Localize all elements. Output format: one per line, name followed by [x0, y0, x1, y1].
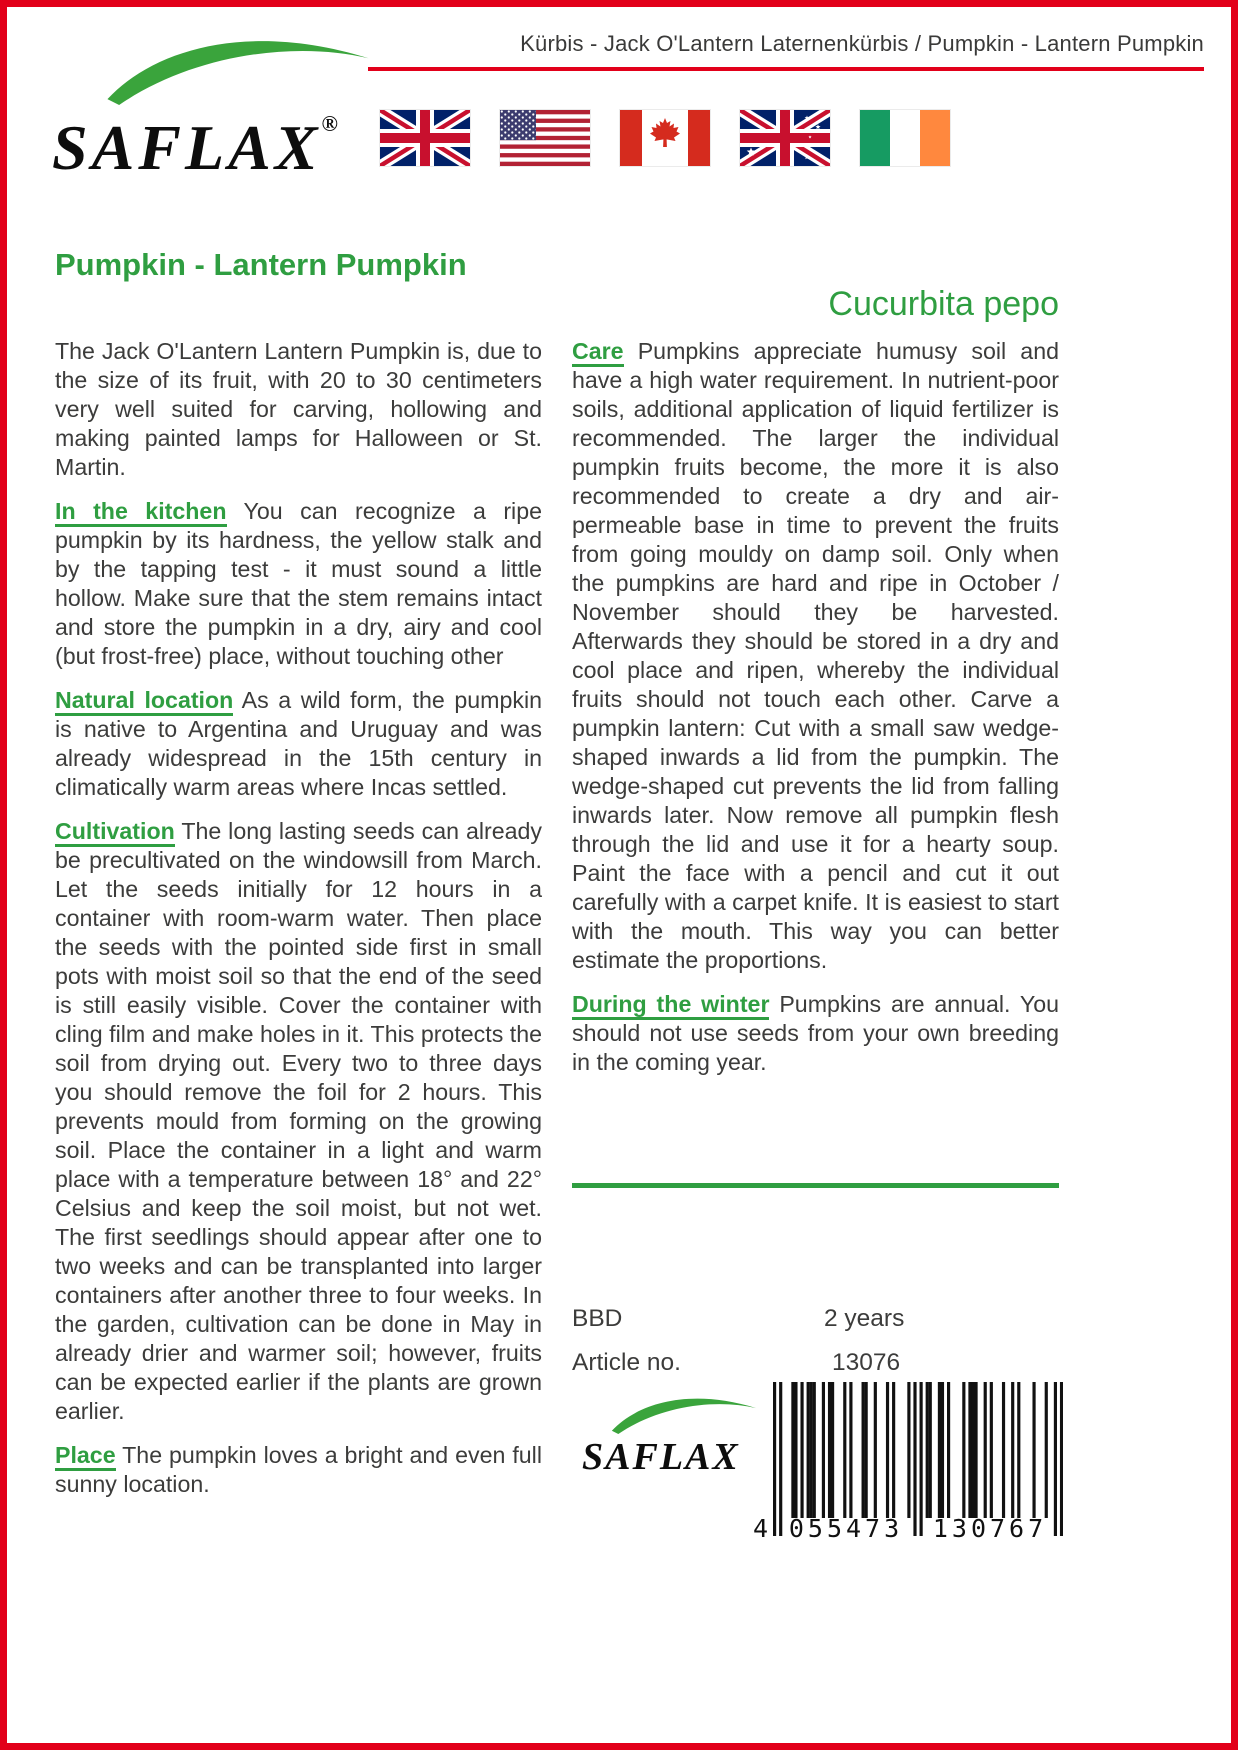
- flag-ireland-icon: [860, 110, 950, 166]
- flag-australia-icon: [740, 110, 830, 166]
- section-heading: Cultivation: [55, 818, 175, 847]
- section-text: You can recognize a ripe pumpkin by its hardness, the yellow stalk and by the tapping test - it must sound a little hollow. Make sure that the stem remains intact and store the pumpkin in a dry, airy and cool (but frost-free) place, without touching other: [55, 498, 543, 669]
- botanical-name: Cucurbita pepo: [828, 285, 1059, 323]
- brand-name: SAFLAX: [582, 1436, 740, 1478]
- bbd-value: 2 years: [824, 1305, 905, 1332]
- section-text: The pumpkin loves a bright and even full sunny location.: [55, 1442, 542, 1497]
- saflax-logo-small: [582, 1392, 767, 1476]
- barcode-digits-right: 130767: [932, 1514, 1048, 1543]
- section-text: The long lasting seeds can already be precultivated on the windowsill from March. Let the seeds initially for 12 hours in a container with room-warm water. Then place the seeds with the pointed side first in small pots with moist soil so that the end of the seed is still easily visible. Cover the container with cling film and make holes in it. This protects the soil from drying out. Every two to three days you should remove the foil for 2 hours. This prevents mould from forming on the growing soil. Place the container in a light and warm place with a temperature between 18° and 22° Celsius and keep the soil moist, but not wet. The first seedlings should appear after one to two weeks and can be transplanted into larger containers after another three to four weeks. In the garden, cultivation can be done in May in already drier and warmer soil; however, fruits can be expected earlier if the plants are grown earlier.: [55, 818, 542, 1424]
- section-heading: Care: [572, 338, 624, 367]
- registered-mark: ®: [321, 111, 338, 136]
- bbd-label: BBD: [572, 1305, 623, 1332]
- header-title: Kürbis - Jack O'Lantern Laternenkürbis / Pumpkin - Lantern Pumpkin: [520, 31, 1204, 56]
- barcode-digits-left: 055473: [788, 1514, 904, 1543]
- saflax-logo: [52, 29, 382, 183]
- section-heading: Place: [55, 1442, 116, 1471]
- section-text: Pumpkins appreciate humusy soil and have a high water requirement. In nutrient-poor soils, additional application of liquid fertilizer is recommended. The larger the individual pumpkin fruits become, the more it is also recommended to create a dry and air-permeable base in time to prevent the fruits from going mouldy on damp soil. Only when the pumpkins are hard and ripe in October / November should they be harvested. Afterwards they should be stored in a dry and cool place and ripen, whereby the individual fruits should not touch each other. Carve a pumpkin lantern: Cut with a small saw wedge-shaped inwards a lid from the pumpkin. The wedge-shaped cut prevents the lid from falling inwards later. Now remove all pumpkin flesh through the lid and use it for a hearty soup. Paint the face with a pencil and cut it out carefully with a carpet knife. It is easiest to start with the mouth. This way you can better estimate the proportions.: [572, 338, 1059, 973]
- barcode-digit-first: 4: [753, 1514, 769, 1543]
- intro-paragraph: [55, 337, 542, 482]
- article-number-value: 13076: [832, 1349, 901, 1376]
- flag-united-states-icon: [500, 110, 590, 166]
- right-column: [572, 337, 1059, 1077]
- logo-swoosh-icon: [100, 29, 376, 105]
- flag-united-kingdom-icon: [380, 110, 470, 166]
- section-heading: During the winter: [572, 991, 769, 1020]
- left-column: [55, 337, 542, 1499]
- section-heading: In the kitchen: [55, 498, 227, 527]
- section-in-the-kitchen: [55, 497, 542, 671]
- section-care: [572, 337, 1059, 975]
- section-text: As a wild form, the pumpkin is native to Argentina and Uruguay and was already widespread in the 15th century in climatically warm areas where Incas settled.: [55, 687, 542, 800]
- logo-wordmark: [582, 1438, 767, 1476]
- logo-swoosh-icon: [608, 1392, 760, 1434]
- barcode-bars: [773, 1382, 1063, 1536]
- page-title: Pumpkin - Lantern Pumpkin: [55, 247, 467, 282]
- barcode: [753, 1382, 1065, 1574]
- section-heading: Natural location: [55, 687, 233, 716]
- article-number-label: Article no.: [572, 1349, 681, 1376]
- section-cultivation: [55, 817, 542, 1426]
- header-rule: [368, 67, 1204, 71]
- divider-line: [572, 1183, 1059, 1188]
- flag-canada-icon: [620, 110, 710, 166]
- section-place: [55, 1441, 542, 1499]
- section-text: Pumpkins are annual. You should not use seeds from your own breeding in the coming year.: [572, 991, 1059, 1075]
- section-during-the-winter: [572, 990, 1059, 1077]
- logo-wordmark: [52, 111, 382, 183]
- intro-text: The Jack O'Lantern Lantern Pumpkin is, due to the size of its fruit, with 20 to 30 centimeters very well suited for carving, hollowing and making painted lamps for Halloween or St. Martin.: [55, 338, 542, 480]
- brand-name: SAFLAX: [52, 112, 322, 183]
- language-flags: [380, 110, 950, 166]
- section-natural-location: [55, 686, 542, 802]
